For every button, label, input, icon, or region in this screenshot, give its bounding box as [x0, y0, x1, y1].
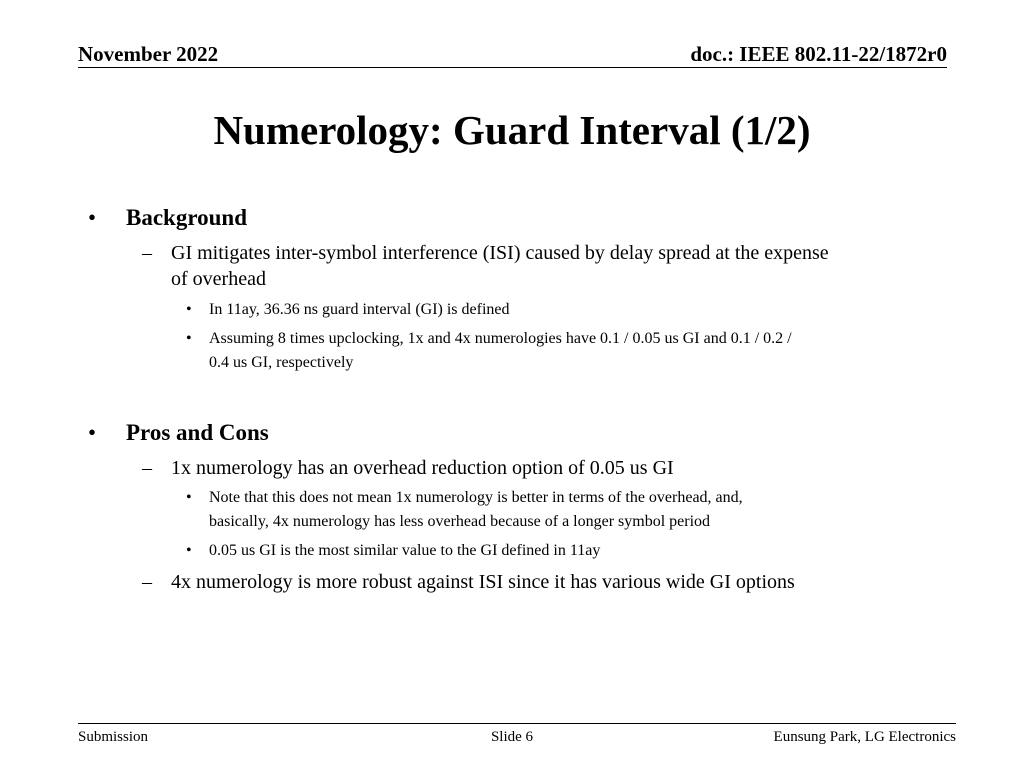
pros-cons-point-2: 4x numerology is more robust against ISI since it has various wide GI options — [171, 571, 795, 593]
background-sub-2-line1: Assuming 8 times upclocking, 1x and 4x numerologies have 0.1 / 0.05 us GI and 0.1 / 0.2 / — [209, 330, 792, 347]
dash-marker: – — [142, 457, 152, 479]
dash-marker: – — [142, 242, 152, 264]
background-point-line1: GI mitigates inter-symbol interference (ISI) caused by delay spread at the expense — [171, 242, 829, 264]
slide-title: Numerology: Guard Interval (1/2) — [213, 107, 811, 153]
bullet-marker: • — [88, 420, 97, 445]
header-date: November 2022 — [78, 42, 219, 66]
footer-slide-number: Slide 6 — [490, 729, 534, 745]
sub-bullet-marker: • — [186, 330, 192, 347]
background-sub-1: In 11ay, 36.36 ns guard interval (GI) is defined — [209, 301, 510, 318]
section-heading-background: Background — [126, 205, 248, 230]
section-heading-pros-cons: Pros and Cons — [126, 420, 269, 445]
background-point-line2: of overhead — [171, 268, 266, 290]
pros-cons-sub-1-line2: basically, 4x numerology has less overhead because of a longer symbol period — [209, 513, 711, 530]
footer-submission: Submission — [78, 729, 149, 745]
sub-bullet-marker: • — [186, 489, 192, 506]
footer-author: Eunsung Park, LG Electronics — [773, 729, 956, 745]
footer-divider — [78, 723, 956, 724]
sub-bullet-marker: • — [186, 301, 192, 318]
dash-marker: – — [142, 571, 152, 593]
pros-cons-sub-2: 0.05 us GI is the most similar value to the GI defined in 11ay — [209, 542, 601, 559]
pros-cons-sub-1-line1: Note that this does not mean 1x numerology is better in terms of the overhead, and, — [209, 489, 743, 506]
background-sub-2-line2: 0.4 us GI, respectively — [209, 354, 354, 371]
sub-bullet-marker: • — [186, 542, 192, 559]
header-doc-id: doc.: IEEE 802.11-22/1872r0 — [690, 42, 947, 66]
pros-cons-point-1: 1x numerology has an overhead reduction option of 0.05 us GI — [171, 457, 674, 479]
bullet-marker: • — [88, 205, 97, 230]
header-divider — [78, 67, 947, 68]
